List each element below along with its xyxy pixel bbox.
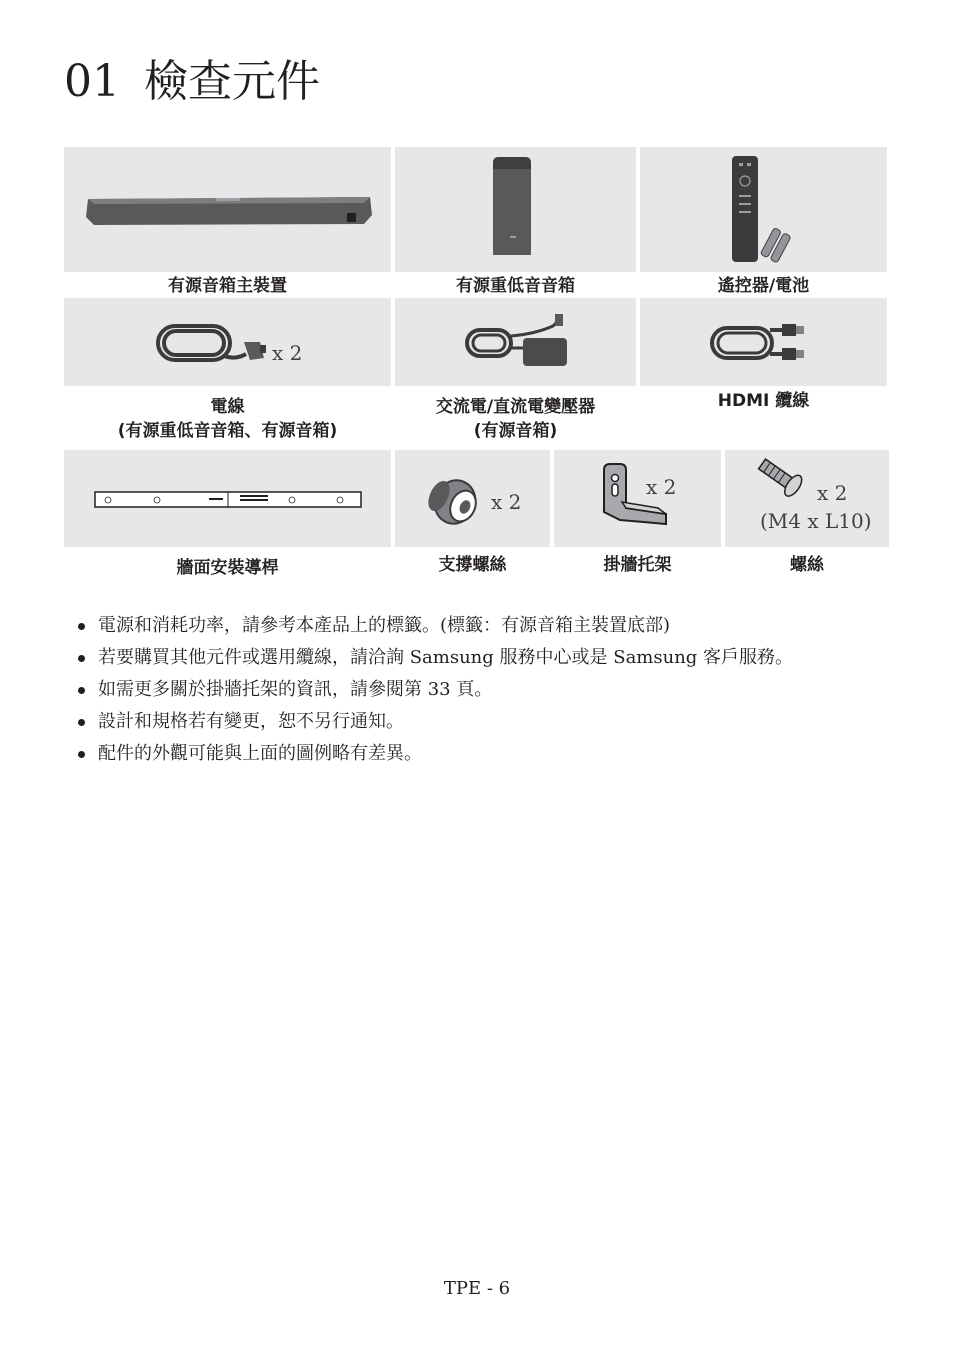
power-cord-label-line1: 電線 [210, 397, 245, 417]
power-cord-cell [64, 298, 391, 386]
chapter-title: 檢查元件 [144, 56, 320, 107]
chapter-number: 01 [64, 56, 120, 107]
subwoofer-icon [395, 147, 636, 272]
adapter-label-line2: (有源音箱) [473, 421, 558, 441]
note-item: 配件的外觀可能與上面的圖例略有差異。 [76, 738, 896, 770]
wall-guide-icon [64, 450, 391, 547]
note-item: 電源和消耗功率，請參考本產品上的標籤。(標籤：有源音箱主裝置底部) [76, 610, 896, 642]
holder-screw-label: 支撐螺絲 [438, 555, 507, 575]
adapter-label [395, 395, 636, 443]
holder-screw-cell [395, 450, 550, 547]
screw-spec: (M4 x L10) [760, 509, 872, 533]
holder-screw-qty: x 2 [491, 490, 522, 514]
remote-cell [640, 147, 887, 272]
soundbar-label: 有源音箱主裝置 [168, 276, 287, 296]
bracket-icon [554, 450, 721, 547]
hdmi-cell [640, 298, 887, 386]
bracket-qty: x 2 [646, 475, 677, 499]
power-cord-icon [64, 298, 391, 386]
subwoofer-label: 有源重低音音箱 [456, 276, 575, 296]
power-cord-label [64, 395, 391, 443]
note-item: 若要購買其他元件或選用纜線，請洽詢 Samsung 服務中心或是 Samsung 客戶服務。 [76, 642, 896, 674]
soundbar-cell [64, 147, 391, 272]
wall-guide-cell [64, 450, 391, 547]
hdmi-label: HDMI 纜線 [717, 391, 810, 411]
power-cord-label-line2: (有源重低音音箱、有源音箱) [117, 421, 338, 441]
holder-screw-icon [395, 450, 550, 547]
power-cord-qty: x 2 [272, 341, 303, 365]
wall-guide-label: 牆面安裝導桿 [176, 558, 279, 578]
note-item: 設計和規格若有變更，恕不另行通知。 [76, 706, 896, 738]
adapter-label-line1: 交流電/直流電變壓器 [435, 397, 596, 417]
adapter-icon [395, 298, 636, 386]
page-title [64, 54, 320, 110]
bracket-cell [554, 450, 721, 547]
notes-list [76, 610, 896, 770]
remote-battery-icon [640, 147, 887, 272]
note-item: 如需更多關於掛牆托架的資訊，請參閱第 33 頁。 [76, 674, 896, 706]
screw-label: 螺絲 [790, 555, 824, 575]
adapter-cell [395, 298, 636, 386]
hdmi-cable-icon [640, 298, 887, 386]
soundbar-icon [64, 147, 391, 272]
subwoofer-cell [395, 147, 636, 272]
remote-label: 遙控器/電池 [717, 276, 810, 296]
screw-qty: x 2 [817, 481, 848, 505]
page-footer: TPE - 6 [443, 1278, 511, 1299]
bracket-label: 掛牆托架 [603, 555, 672, 575]
